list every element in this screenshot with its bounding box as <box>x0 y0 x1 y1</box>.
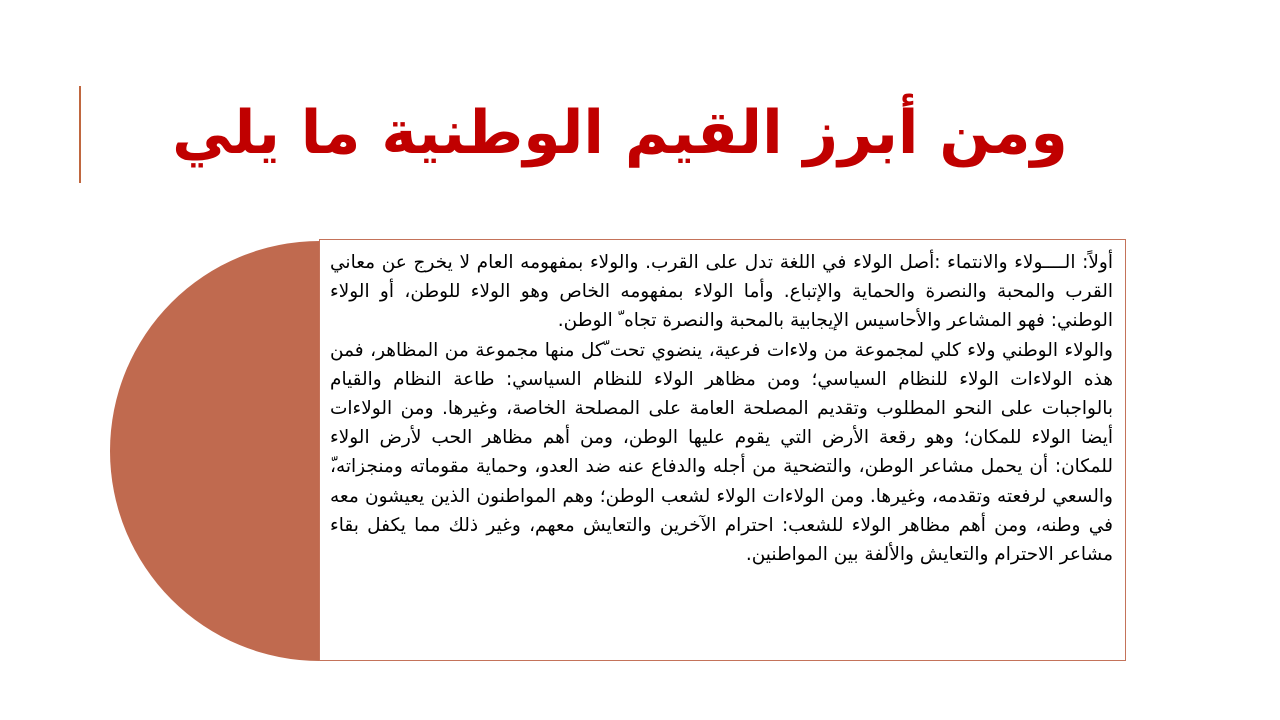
content-box <box>319 239 1126 661</box>
body-paragraph-1: أولاً: الــــولاء والانتماء :أصل الولاء في اللغة تدل على القرب. والولاء بمفهومه العام لا يخرج عن معاني القرب والمحبة والنصرة والحماية والإتباع. وأما الولاء بمفهومه الخاص وهو الولاء للوطن، أو الولاء الوطني: فهو المشاعر والأحاسيس الإيجابية بالمحبة والنصرة تجاه ّ الوطن. <box>330 252 1113 332</box>
body-paragraph-2: والولاء الوطني ولاء كلي لمجموعة من ولاءات فرعية، ينضوي تحت ّكل منها مجموعة من المظاهر، فمن هذه الولاءات الولاء للنظام السياسي؛ ومن مظاهر الولاء للنظام السياسي: طاعة النظام والقيام بالواجبات على النحو المطلوب وتقديم المصلحة العامة على المصلحة الخاصة، وغيرها. ومن الولاءات أيضا الولاء للمكان؛ وهو رقعة الأرض التي يقوم عليها الوطن، ومن أهم مظاهر الحب لأرض الولاء للمكان: أن يحمل مشاعر الوطن، والتضحية من أجله والدفاع عنه ضد العدو، وحماية مقوماته ومنجزاته،ّ والسعي لرفعته وتقدمه، وغيرها. ومن الولاءات الولاء لشعب الوطن؛ وهم المواطنون الذين يعيشون معه في وطنه، ومن أهم مظاهر الولاء للشعب: احترام الآخرين والتعايش معهم، وغير ذلك مما يكفل بقاء مشاعر الاحترام والتعايش والألفة بين المواطنين. <box>330 339 1113 566</box>
accent-line <box>79 86 81 183</box>
slide-title: ومن أبرز القيم الوطنية ما يلي <box>172 98 1068 168</box>
